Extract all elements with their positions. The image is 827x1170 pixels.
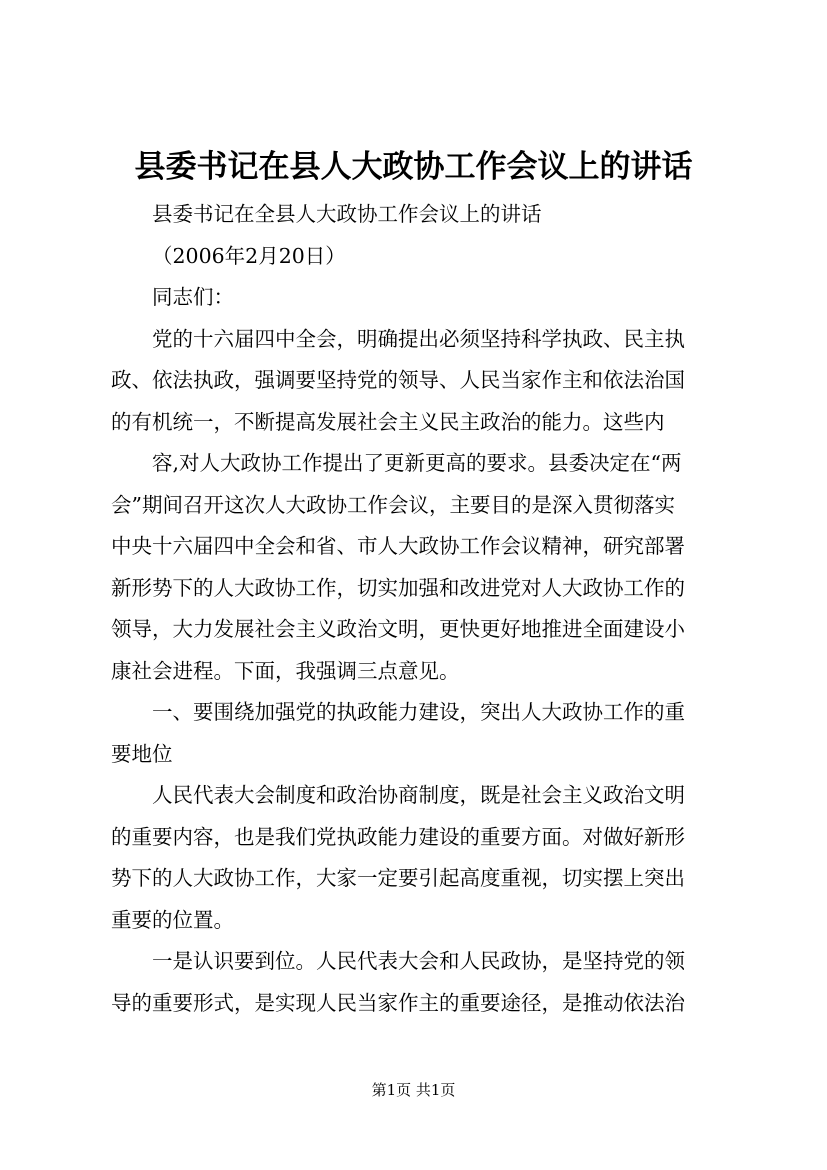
- paragraph-line: 容,对人大政协工作提出了更新更高的要求。县委决定在“两: [152, 451, 682, 475]
- document-body: [111, 194, 725, 1024]
- paragraph-line: 的重要内容，也是我们党执政能力建设的重要方面。对做好新形: [111, 824, 685, 849]
- date-line: （2006年2月20日）: [152, 243, 346, 268]
- subtitle-line: 县委书记在全县人大政协工作会议上的讲话: [152, 202, 542, 226]
- paragraph-line: 人民代表大会制度和政治协商制度，既是社会主义政治文明: [152, 783, 685, 807]
- document-title: 县委书记在县人大政协工作会议上的讲话: [134, 149, 693, 185]
- paragraph-line: 一是认识要到位。人民代表大会和人民政协，是坚持党的领: [152, 949, 685, 973]
- salutation-line: 同志们：: [152, 285, 234, 309]
- paragraph-line: 势下的人大政协工作，大家一定要引起高度重视，切实摆上突出: [111, 866, 685, 890]
- section-heading-line: 要地位: [111, 741, 173, 766]
- paragraph-line: 党的十六届四中全会，明确提出必须坚持科学执政、民主执: [152, 326, 685, 351]
- paragraph-line: 的有机统一，不断提高发展社会主义民主政治的能力。这些内: [111, 409, 665, 434]
- paragraph-line: 会”期间召开这次人大政协工作会议，主要目的是深入贯彻落实: [111, 492, 675, 517]
- paragraph-line: 新形势下的人大政协工作，切实加强和改进党对人大政协工作的: [111, 575, 685, 600]
- paragraph-line: 重要的位置。: [111, 907, 234, 932]
- paragraph-line: 导的重要形式，是实现人民当家作主的重要途径，是推动依法治: [111, 990, 685, 1015]
- paragraph-line: 政、依法执政，强调要坚持党的领导、人民当家作主和依法治国: [111, 368, 685, 392]
- paragraph-line: 领导，大力发展社会主义政治文明，更快更好地推进全面建设小: [111, 617, 685, 641]
- paragraph-line: 康社会进程。下面，我强调三点意见。: [111, 658, 460, 683]
- paragraph-line: 中央十六届四中全会和省、市人大政协工作会议精神，研究部署: [111, 534, 685, 558]
- section-heading-line: 一、要围绕加强党的执政能力建设，突出人大政协工作的重: [152, 700, 685, 724]
- page-footer: 第1页 共1页: [371, 1081, 456, 1099]
